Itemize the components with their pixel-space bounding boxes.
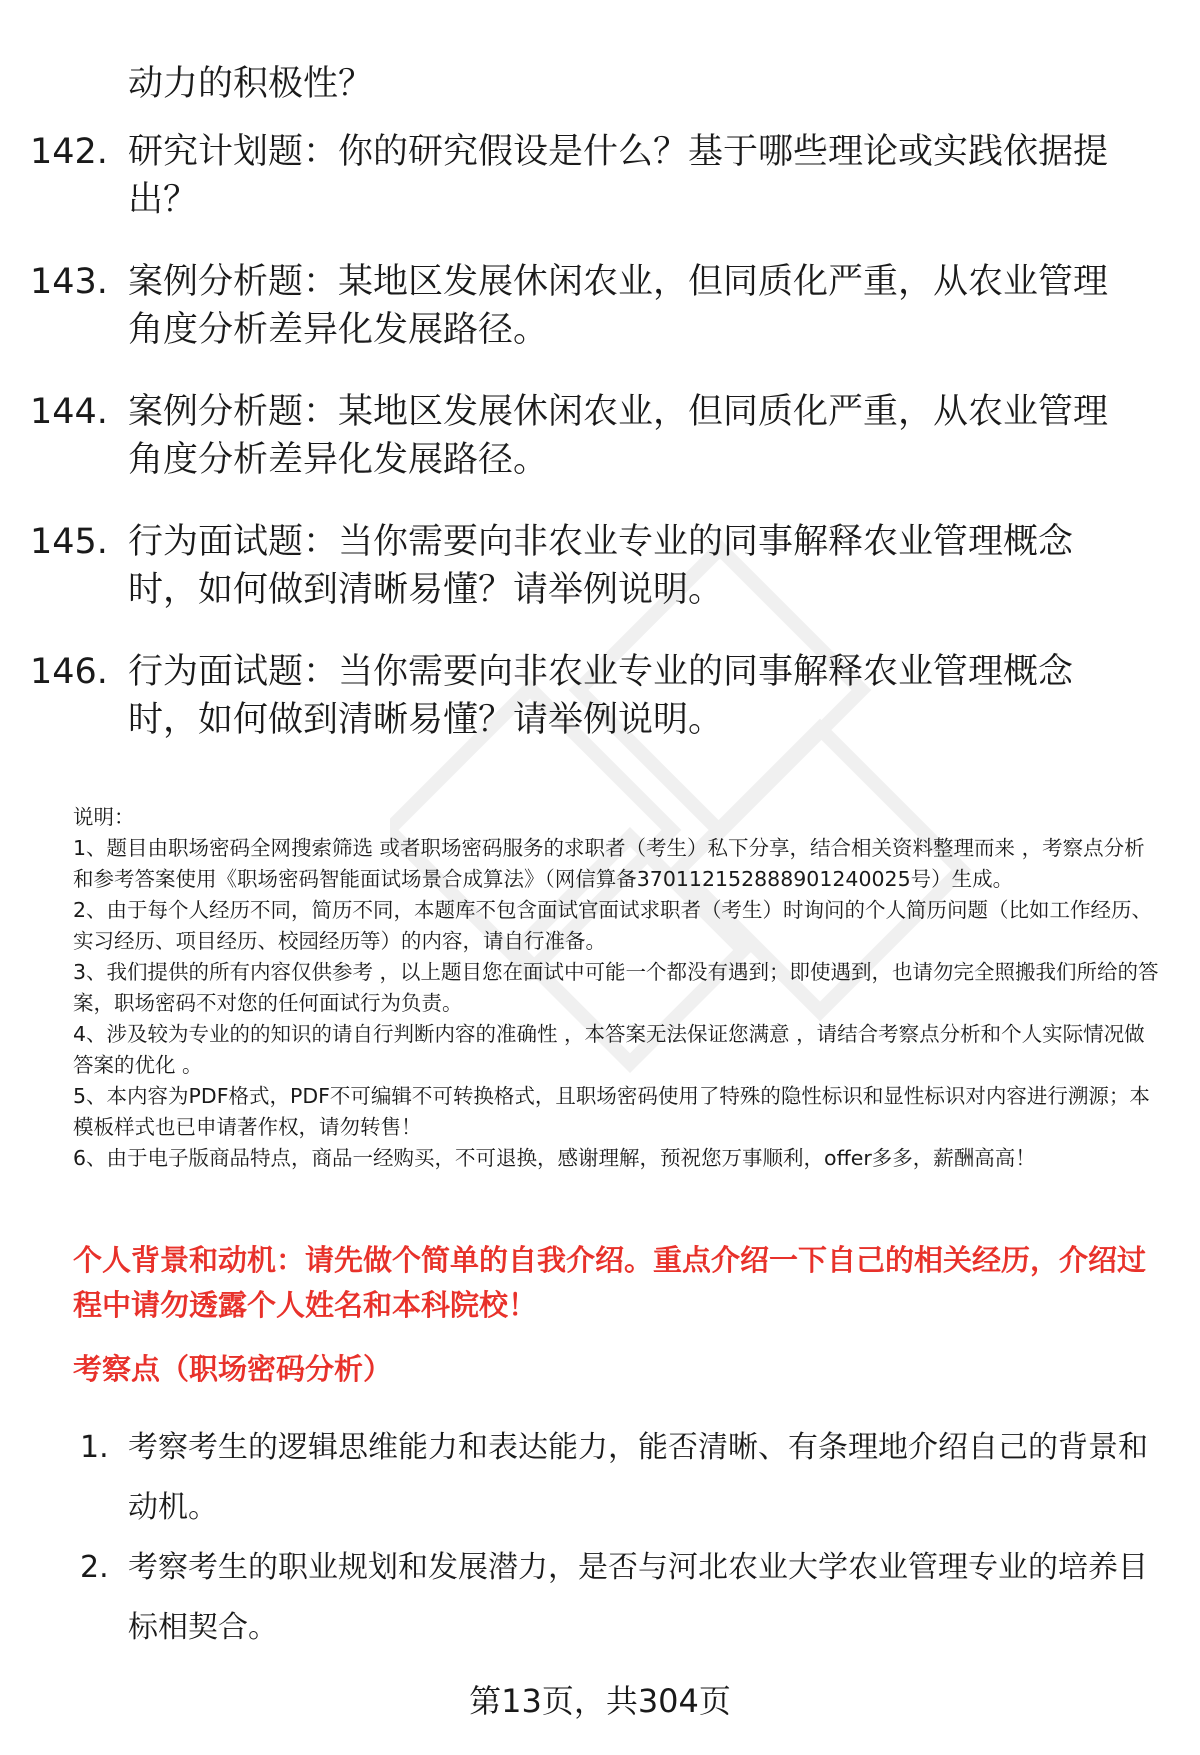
question-item [30,648,1140,744]
notes-title: 说明： [73,805,135,829]
analysis-point-text: 考察考生的职业规划和发展潜力，是否与河北农业大学农业管理专业的培养目标相契合。 [128,1550,1148,1645]
notes-block [73,802,1163,1174]
note-item: 3、我们提供的所有内容仅供参考 ，以上题目您在面试中可能一个都没有遇到；即使遇到，也请勿完全照搬我们所给的答案，职场密码不对您的任何面试行为负责。 [73,960,1159,1015]
question-item [30,388,1140,484]
analysis-point-number: 2. [80,1550,109,1585]
section-heading: 个人背景和动机：请先做个简单的自我介绍。重点介绍一下自己的相关经历，介绍过程中请勿透露个人姓名和本科院校！ [73,1243,1147,1322]
note-item: 4、涉及较为专业的的知识的请自行判断内容的准确性 ，本答案无法保证您满意 ，请结合考察点分析和个人实际情况做答案的优化 。 [73,1022,1145,1077]
question-number: 143. [30,262,108,302]
question-text: 行为面试题：当你需要向非农业专业的同事解释农业管理概念时，如何做到清晰易懂？请举例说明。 [128,522,1074,610]
page-footer: 第13页，共304页 [469,1682,731,1720]
analysis-point [80,1418,1160,1538]
note-item: 6、由于电子版商品特点，商品一经购买，不可退换，感谢理解，预祝您万事顺利，offer多多，薪酬高高！ [73,1146,1036,1170]
question-text: 研究计划题：你的研究假设是什么？基于哪些理论或实践依据提出？ [128,132,1109,220]
question-number: 142. [30,132,108,172]
question-number: 144. [30,392,108,432]
question-text: 行为面试题：当你需要向非农业专业的同事解释农业管理概念时，如何做到清晰易懂？请举例说明。 [128,652,1074,740]
analysis-heading: 考察点（职场密码分析） [73,1352,393,1386]
question-text: 案例分析题：某地区发展休闲农业，但同质化严重，从农业管理角度分析差异化发展路径。 [128,392,1109,480]
note-item: 1、题目由职场密码全网搜索筛选 或者职场密码服务的求职者（考生）私下分享，结合相关资料整理而来 ，考察点分析和参考答案使用《职场密码智能面试场景合成算法》（网信算备370112152888901240025号）生成。 [73,836,1145,891]
question-text: 案例分析题：某地区发展休闲农业，但同质化严重，从农业管理角度分析差异化发展路径。 [128,262,1109,350]
question-number: 146. [30,652,108,692]
analysis-point [80,1538,1160,1658]
note-item: 5、本内容为PDF格式，PDF不可编辑不可转换格式，且职场密码使用了特殊的隐性标识和显性标识对内容进行溯源；本模板样式也已申请著作权，请勿转售！ [73,1084,1150,1139]
question-item [30,258,1140,354]
analysis-point-number: 1. [80,1430,109,1465]
question-continuation: 动力的积极性？ [128,64,374,104]
question-item [30,128,1140,224]
analysis-points [80,1418,1160,1658]
question-item [30,518,1140,614]
analysis-point-text: 考察考生的逻辑思维能力和表达能力，能否清晰、有条理地介绍自己的背景和动机。 [128,1430,1148,1525]
note-item: 2、由于每个人经历不同，简历不同，本题库不包含面试官面试求职者（考生）时询问的个人简历问题（比如工作经历、实习经历、项目经历、校园经历等）的内容，请自行准备。 [73,898,1153,953]
question-number: 145. [30,522,108,562]
